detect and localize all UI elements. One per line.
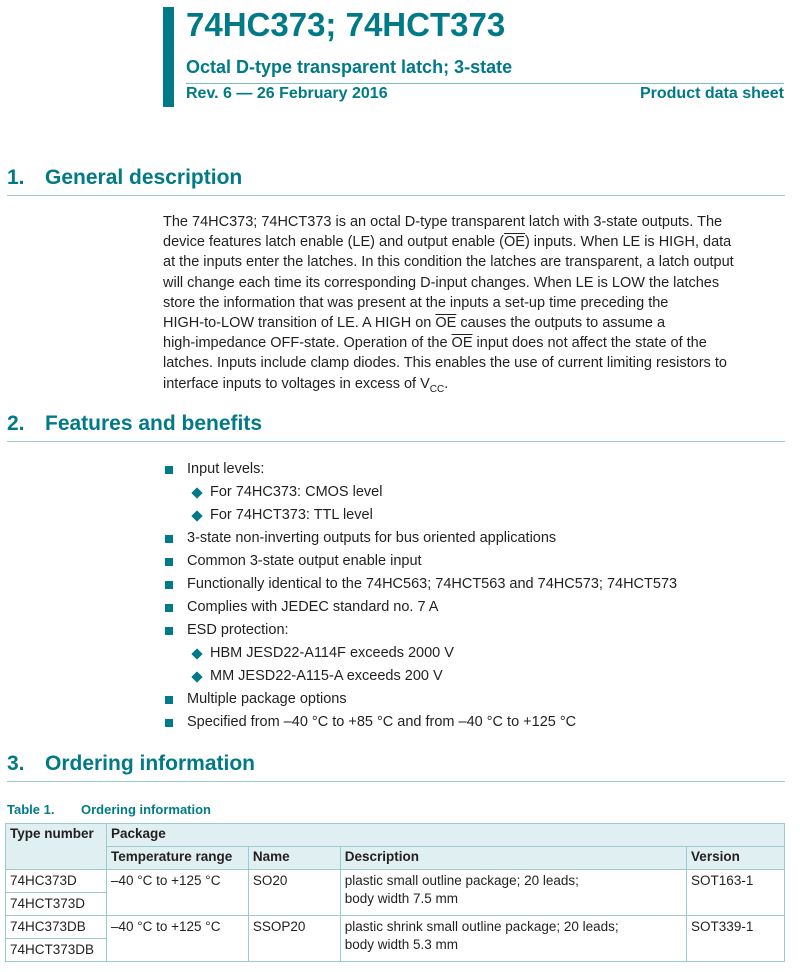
paragraph-line: HIGH-to-LOW transition of LE. A HIGH on $\overline{OE}$ causes the outputs to assume a <box>163 315 666 332</box>
feature-text: Functionally identical to the 74HC563; 74HCT563 and 74HC573; 74HCT573 <box>187 576 678 592</box>
document-subtitle: Octal D-type transparent latch; 3-state <box>186 57 513 77</box>
diamond-bullet-icon <box>191 487 202 498</box>
ordering-information-table <box>5 823 785 962</box>
diamond-bullet-icon <box>191 510 202 521</box>
feature-item <box>163 527 783 550</box>
square-bullet-icon <box>165 466 173 474</box>
square-bullet-icon <box>165 719 173 727</box>
general-description-paragraph <box>163 212 783 400</box>
header-name: Name <box>248 847 340 870</box>
oe-signal: $\overline{OE}$ <box>503 234 525 251</box>
paragraph-line: device features latch enable (LE) and output enable $(\overline{OE})$ inputs. When LE is HIGH, data <box>163 234 732 251</box>
document-title: 74HC373; 74HCT373 <box>186 6 506 43</box>
header-package: Package <box>106 824 784 847</box>
package-name-cell: SO20 <box>248 870 340 916</box>
oe-signal: $\overline{OE}$ <box>435 315 457 332</box>
document-type: Product data sheet <box>639 85 784 102</box>
feature-item <box>163 550 783 573</box>
section-heading-general-description <box>7 166 242 190</box>
section-heading-features <box>7 412 262 436</box>
header-version: Version <box>687 847 785 870</box>
diamond-bullet-icon <box>191 648 202 659</box>
table-row <box>6 870 785 893</box>
feature-subitem <box>163 642 783 665</box>
table-caption <box>7 802 211 817</box>
paragraph-line: at the inputs enter the latches. In this condition the latches are transparent, a latch output <box>163 254 734 271</box>
feature-item <box>163 619 783 642</box>
feature-text: For 74HC373: CMOS level <box>210 484 383 500</box>
feature-item <box>163 711 783 734</box>
square-bullet-icon <box>165 696 173 704</box>
square-bullet-icon <box>165 535 173 543</box>
type-number-cell: 74HCT373DB <box>6 939 107 962</box>
version-cell: SOT163-1 <box>687 870 785 916</box>
paragraph-line: high-impedance OFF-state. Operation of the $\overline{OE}$ input does not affect the state of the <box>163 335 707 352</box>
paragraph-line: latches. Inputs include clamp diodes. This enables the use of current limiting resistors to <box>163 355 727 372</box>
section-divider <box>7 441 785 442</box>
temperature-range-cell: –40 °C to +125 °C <box>106 916 248 962</box>
section-divider <box>7 195 785 196</box>
type-number-cell: 74HC373D <box>6 870 107 893</box>
feature-item <box>163 688 783 711</box>
paragraph-line: The 74HC373; 74HCT373 is an octal D-type transparent latch with 3-state outputs. The <box>163 214 723 230</box>
feature-text: 3-state non-inverting outputs for bus oriented applications <box>187 530 557 546</box>
table-number: Table 1. <box>7 802 55 817</box>
header-description: Description <box>340 847 686 870</box>
temperature-range-cell: –40 °C to +125 °C <box>106 870 248 916</box>
feature-subitem <box>163 481 783 504</box>
section-number: 1. <box>7 166 25 189</box>
paragraph-line: interface inputs to voltages in excess of $V_{CC}$. <box>163 375 449 395</box>
section-heading-ordering <box>7 752 255 776</box>
section-title: Ordering information <box>45 752 255 775</box>
description-cell: plastic shrink small outline package; 20 leads; body width 5.3 mm <box>340 916 686 962</box>
section-divider <box>7 781 785 782</box>
feature-text: Common 3-state output enable input <box>187 553 422 569</box>
section-number: 2. <box>7 412 25 435</box>
header-accent-bar <box>163 7 174 107</box>
diamond-bullet-icon <box>191 671 202 682</box>
feature-text: MM JESD22-A115-A exceeds 200 V <box>210 668 443 684</box>
header-type-number: Type number <box>6 824 107 870</box>
feature-item <box>163 596 783 619</box>
feature-text: HBM JESD22-A114F exceeds 2000 V <box>210 645 454 661</box>
oe-signal: $\overline{OE}$ <box>451 335 473 352</box>
vcc-subscript: CC <box>429 383 445 395</box>
table-row <box>6 916 785 939</box>
header-divider <box>186 83 784 84</box>
features-list <box>163 458 783 734</box>
table-header-row <box>6 824 785 847</box>
table-header-row <box>6 847 785 870</box>
revision-date: Rev. 6 — 26 February 2016 <box>186 85 388 102</box>
feature-subitem <box>163 665 783 688</box>
table-title: Ordering information <box>81 802 211 817</box>
paragraph-line: will change each time its corresponding D-input changes. When LE is LOW the latches <box>163 274 720 291</box>
package-name-cell: SSOP20 <box>248 916 340 962</box>
feature-text: For 74HCT373: TTL level <box>210 507 373 523</box>
feature-text: Input levels: <box>187 461 265 477</box>
header-temperature-range: Temperature range <box>106 847 248 870</box>
paragraph-line: store the information that was present at the inputs a set-up time preceding the <box>163 294 669 311</box>
feature-item <box>163 573 783 596</box>
section-number: 3. <box>7 752 25 775</box>
square-bullet-icon <box>165 627 173 635</box>
feature-text: Multiple package options <box>187 691 347 707</box>
feature-text: Complies with JEDEC standard no. 7 A <box>187 599 439 615</box>
section-title: General description <box>45 166 243 189</box>
description-cell: plastic small outline package; 20 leads; body width 7.5 mm <box>340 870 686 916</box>
type-number-cell: 74HCT373D <box>6 893 107 916</box>
square-bullet-icon <box>165 581 173 589</box>
feature-text: ESD protection: <box>187 622 289 638</box>
feature-subitem <box>163 504 783 527</box>
type-number-cell: 74HC373DB <box>6 916 107 939</box>
section-title: Features and benefits <box>45 412 263 435</box>
square-bullet-icon <box>165 604 173 612</box>
feature-item <box>163 458 783 481</box>
square-bullet-icon <box>165 558 173 566</box>
feature-text: Specified from –40 °C to +85 °C and from –40 °C to +125 °C <box>187 714 577 730</box>
version-cell: SOT339-1 <box>687 916 785 962</box>
